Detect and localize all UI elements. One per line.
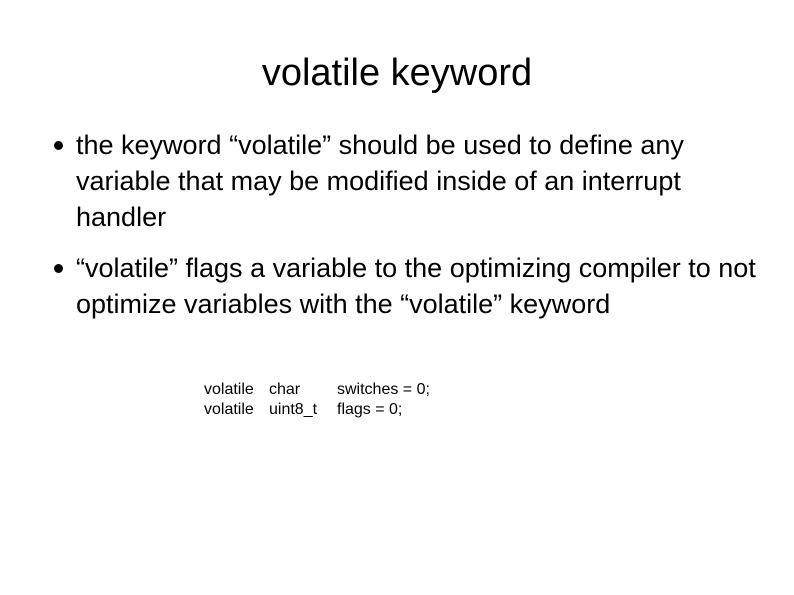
code-declaration: switches = 0; xyxy=(337,381,430,398)
code-type: uint8_t xyxy=(269,401,318,418)
code-line xyxy=(204,380,430,400)
code-declaration: flags = 0; xyxy=(337,401,403,418)
code-line xyxy=(204,400,430,420)
bullet-dot-icon xyxy=(54,141,63,150)
bullet-text: “volatile” flags a variable to the optimizing compiler to not optimize variables with the “volatile” keyword xyxy=(76,253,756,319)
code-type: char xyxy=(269,381,301,398)
code-example xyxy=(204,380,430,420)
bullet-dot-icon xyxy=(54,264,63,273)
code-qualifier: volatile xyxy=(204,381,254,398)
bullet-text: the keyword “volatile” should be used to define any variable that may be modified inside of an interrupt handler xyxy=(76,130,684,232)
code-qualifier: volatile xyxy=(204,401,254,418)
slide-title: volatile keyword xyxy=(261,52,533,94)
